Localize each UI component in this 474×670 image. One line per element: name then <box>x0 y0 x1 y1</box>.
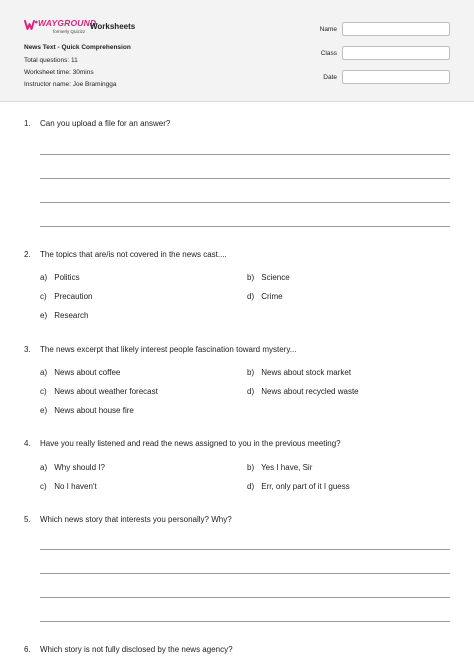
wayground-logo-icon <box>24 19 38 31</box>
class-field[interactable] <box>342 46 450 60</box>
option-a: a) Politics <box>40 273 80 282</box>
question-number: 4. <box>24 439 31 448</box>
question-number: 3. <box>24 345 31 354</box>
question-number: 1. <box>24 119 31 128</box>
answer-line[interactable] <box>40 226 450 227</box>
answer-line[interactable] <box>40 573 450 574</box>
answer-line[interactable] <box>40 154 450 155</box>
worksheets-label: Worksheets <box>90 22 136 31</box>
question-text: Which news story that interests you personally? Why? <box>40 515 232 524</box>
question-text: The news excerpt that likely interest people fascination toward mystery... <box>40 345 297 354</box>
question-text: Can you upload a file for an answer? <box>40 119 171 128</box>
option-d: d) News about recycled waste <box>247 387 359 396</box>
logo-subtext: formerly Quizizz <box>53 29 86 34</box>
option-e: e) News about house fire <box>40 406 134 415</box>
option-e: e) Research <box>40 311 89 320</box>
option-c: c) News about weather forecast <box>40 387 158 396</box>
question-text: Which story is not fully disclosed by the news agency? <box>40 645 233 654</box>
worksheet-header <box>0 0 474 102</box>
answer-line[interactable] <box>40 202 450 203</box>
question-text: Have you really listened and read the news assigned to you in the previous meeting? <box>40 439 341 448</box>
option-c: c) No I haven't <box>40 482 97 491</box>
worksheet-title: News Text - Quick Comprehension <box>24 44 131 51</box>
option-b: b) Science <box>247 273 290 282</box>
option-c: c) Precaution <box>40 292 93 301</box>
answer-line[interactable] <box>40 621 450 622</box>
option-b: b) News about stock market <box>247 368 352 377</box>
date-field[interactable] <box>342 70 450 84</box>
option-a: a) Why should I? <box>40 463 105 472</box>
class-label: Class <box>320 50 337 57</box>
answer-line[interactable] <box>40 597 450 598</box>
name-field[interactable] <box>342 22 450 36</box>
total-questions: Total questions: 11 <box>24 57 78 64</box>
name-label: Name <box>319 26 337 33</box>
option-b: b) Yes I have, Sir <box>247 463 313 472</box>
question-number: 6. <box>24 645 31 654</box>
brand-logo <box>24 18 97 36</box>
answer-line[interactable] <box>40 549 450 550</box>
option-d: d) Crime <box>247 292 283 301</box>
question-number: 2. <box>24 250 31 259</box>
question-number: 5. <box>24 515 31 524</box>
worksheet-time: Worksheet time: 30mins <box>24 69 94 76</box>
answer-line[interactable] <box>40 178 450 179</box>
option-d: d) Err, only part of it I guess <box>247 482 350 491</box>
question-text: The topics that are/is not covered in the news cast.... <box>40 250 227 259</box>
instructor-name: Instructor name: Joe Bramingga <box>24 81 117 88</box>
option-a: a) News about coffee <box>40 368 121 377</box>
logo-wordmark: WAYGROUND <box>38 18 97 28</box>
date-label: Date <box>323 74 337 81</box>
